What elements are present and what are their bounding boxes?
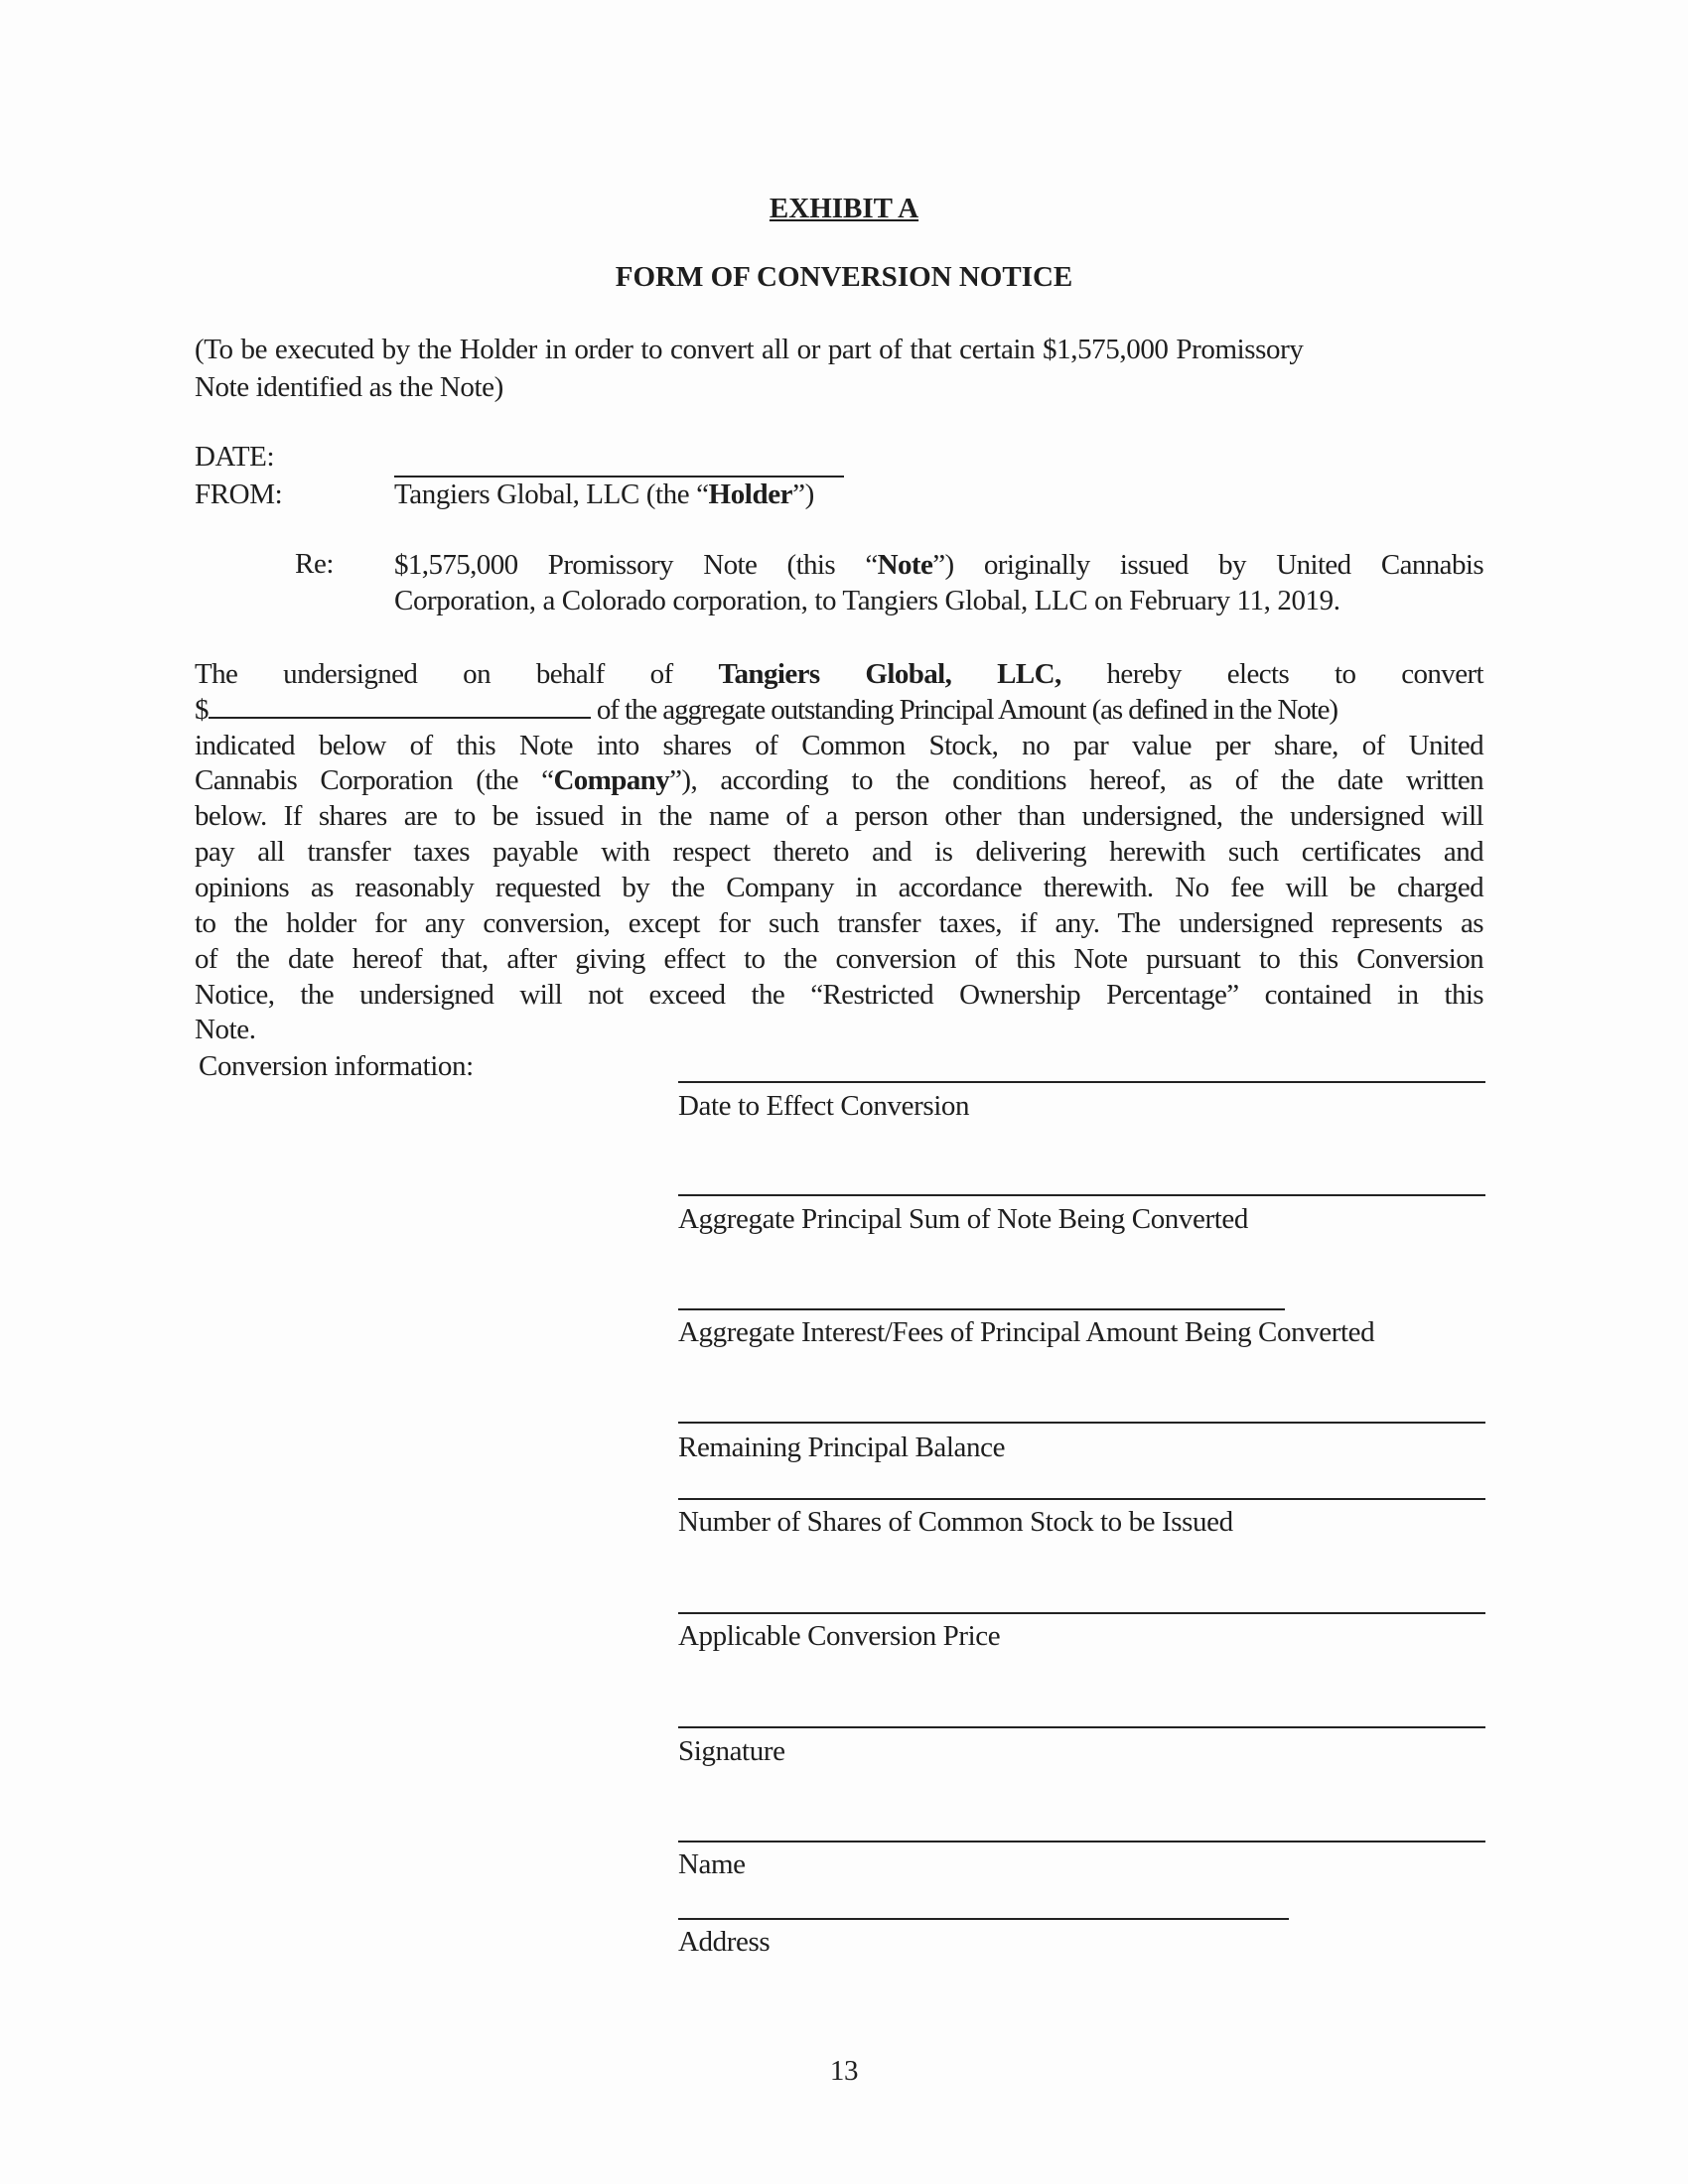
body-line: indicated below of this Note into shares of Common Stock, no par value per share, of United [195, 730, 1483, 761]
re-label: Re: [295, 548, 335, 580]
page-number: 13 [829, 2055, 859, 2087]
field-label: Signature [678, 1735, 785, 1767]
body-line: The undersigned on behalf of Tangiers Global, LLC, hereby elects to convert [195, 658, 1483, 690]
interest-fees-field[interactable] [678, 1308, 1285, 1310]
date-to-effect-field[interactable] [678, 1081, 1485, 1083]
field-label: Address [678, 1926, 771, 1958]
conversion-price-field[interactable] [678, 1612, 1485, 1614]
body-line: $ of the aggregate outstanding Principal Amount (as defined in the Note) [195, 694, 1337, 726]
field-label: Applicable Conversion Price [678, 1620, 1001, 1652]
shares-to-issue-field[interactable] [678, 1498, 1485, 1500]
principal-sum-field[interactable] [678, 1194, 1485, 1196]
date-label: DATE: [195, 441, 275, 473]
body-line: to the holder for any conversion, except for such transfer taxes, if any. The undersigned represents as [195, 907, 1483, 939]
from-label: FROM: [195, 478, 283, 510]
remaining-balance-field[interactable] [678, 1422, 1485, 1424]
body-line: Notice, the undersigned will not exceed the “Restricted Ownership Percentage” contained in this [195, 979, 1483, 1011]
body-line: Note. [195, 1014, 256, 1045]
field-label: Number of Shares of Common Stock to be Issued [678, 1506, 1233, 1538]
body-line: opinions as reasonably requested by the Company in accordance therewith. No fee will be charged [195, 872, 1483, 903]
conversion-info-label: Conversion information: [199, 1050, 474, 1082]
body-line: of the date hereof that, after giving effect to the conversion of this Note pursuant to this Conversion [195, 943, 1483, 975]
re-line-1: $1,575,000 Promissory Note (this “Note”) originally issued by United Cannabis [394, 549, 1484, 581]
form-title: FORM OF CONVERSION NOTICE [615, 261, 1073, 293]
field-label: Remaining Principal Balance [678, 1432, 1006, 1463]
intro-line-2: Note identified as the Note) [195, 371, 503, 403]
body-line: Cannabis Corporation (the “Company”), according to the conditions hereof, as of the date written [195, 764, 1483, 796]
field-label: Name [678, 1848, 746, 1880]
intro-line-1: (To be executed by the Holder in order to convert all or part of that certain $1,575,000 Promissory [195, 334, 1304, 365]
address-field[interactable] [678, 1918, 1289, 1920]
field-label: Aggregate Interest/Fees of Principal Amount Being Converted [678, 1316, 1375, 1348]
re-line-2: Corporation, a Colorado corporation, to Tangiers Global, LLC on February 11, 2019. [394, 585, 1340, 616]
exhibit-heading: EXHIBIT A [769, 193, 919, 224]
body-line: below. If shares are to be issued in the name of a person other than undersigned, the undersigned will [195, 800, 1483, 832]
field-label: Date to Effect Conversion [678, 1090, 970, 1122]
from-value: Tangiers Global, LLC (the “Holder”) [394, 478, 814, 510]
date-field[interactable] [394, 476, 844, 478]
name-field[interactable] [678, 1841, 1485, 1843]
field-label: Aggregate Principal Sum of Note Being Converted [678, 1203, 1248, 1235]
signature-field[interactable] [678, 1726, 1485, 1728]
amount-field[interactable] [209, 695, 591, 719]
body-line: pay all transfer taxes payable with respect thereto and is delivering herewith such certificates and [195, 836, 1483, 868]
